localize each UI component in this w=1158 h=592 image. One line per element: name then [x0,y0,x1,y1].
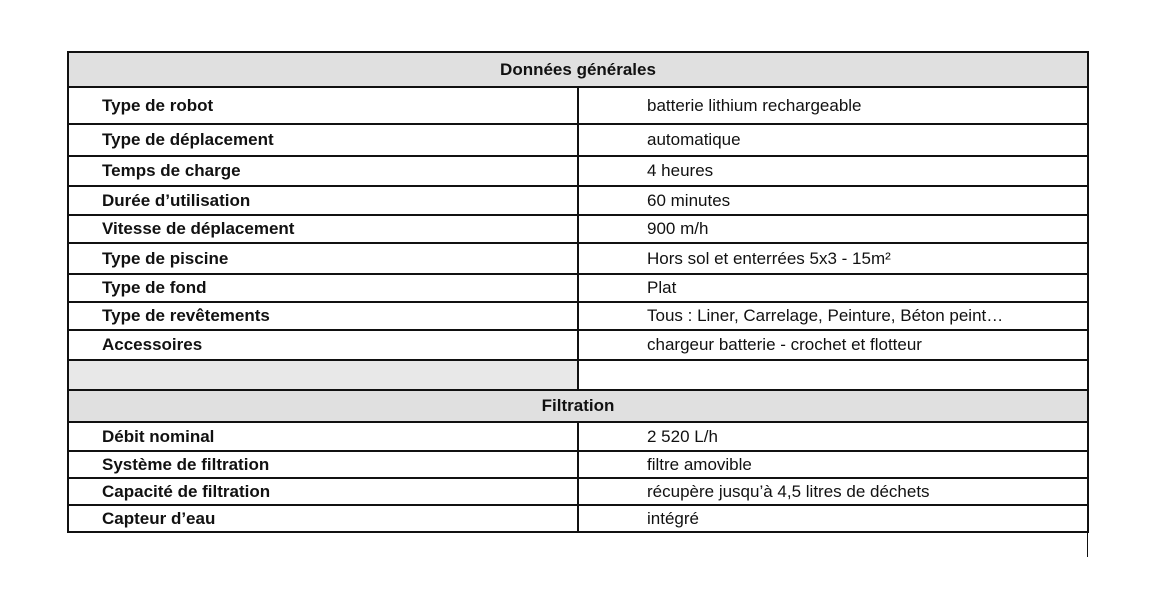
row-label: Type de fond [69,275,579,301]
row-label: Capacité de filtration [69,479,579,504]
table-row [67,479,1089,506]
section-header-general [67,51,1089,88]
border-stub [1087,527,1088,557]
table-row-empty [67,361,1089,391]
table-row [67,275,1089,303]
row-value: 900 m/h [647,219,709,238]
table-row [67,452,1089,479]
row-value: Plat [647,278,677,297]
row-value: automatique [647,130,741,149]
table-row [67,506,1089,533]
row-label: Type de piscine [69,244,579,273]
row-label: Vitesse de déplacement [69,216,579,242]
row-label: Système de filtration [69,452,579,477]
row-value: 60 minutes [647,190,731,210]
row-label: Capteur d’eau [69,506,579,531]
row-value [579,361,1087,389]
table-row [67,423,1089,452]
row-label: Accessoires [69,331,579,359]
table-row [67,331,1089,361]
row-label: Temps de charge [69,157,579,185]
row-label: Type de déplacement [69,125,579,155]
table-row [67,88,1089,125]
section-title: Données générales [500,59,656,79]
row-label [69,361,579,389]
spec-table [67,51,1089,533]
row-label: Type de revêtements [69,303,579,329]
row-value: récupère jusqu’à 4,5 litres de déchets [647,481,930,501]
row-label: Type de robot [69,88,579,123]
row-label: Durée d’utilisation [69,187,579,214]
row-value: 4 heures [647,161,714,180]
row-value: intégré [647,508,699,528]
table-row [67,125,1089,157]
table-row [67,187,1089,216]
row-value: filtre amovible [647,454,752,474]
row-value: batterie lithium rechargeable [647,95,862,115]
row-value: chargeur batterie - crochet et flotteur [647,335,922,354]
row-value: Hors sol et enterrées 5x3 - 15m² [647,248,891,268]
row-value: Tous : Liner, Carrelage, Peinture, Béton peint… [647,306,1004,325]
section-header-filtration [67,391,1089,423]
table-row [67,303,1089,331]
row-value: 2 520 L/h [647,426,718,446]
table-row [67,244,1089,275]
section-title: Filtration [541,396,615,415]
table-row [67,157,1089,187]
table-row [67,216,1089,244]
row-label: Débit nominal [69,423,579,450]
